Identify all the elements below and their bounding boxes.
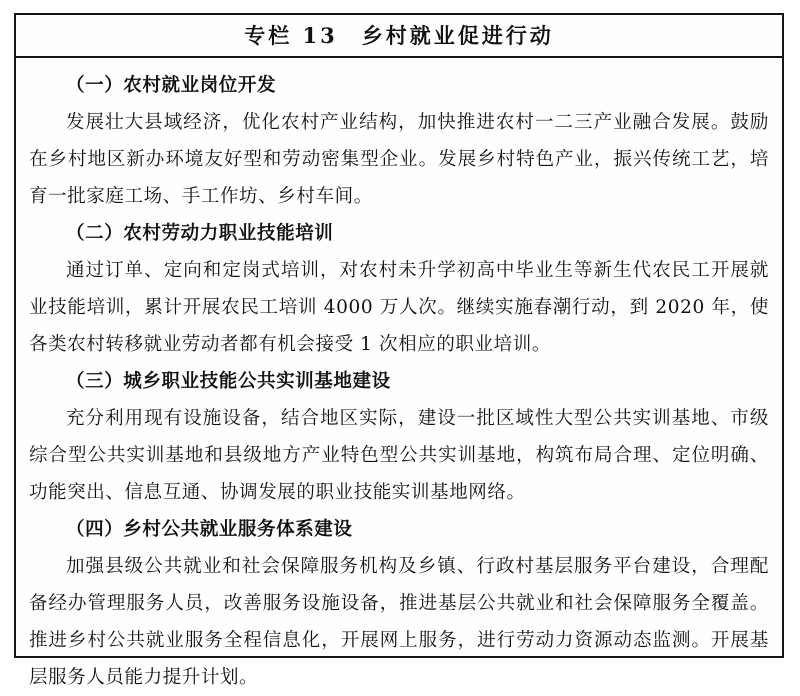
- section-3-text: 充分利用现有设施设备，结合地区实际，建设一批区域性大型公共实训基地、市级综合型公共实训基地和县级地方产业特色型公共实训基地，构筑布局合理、定位明确、功能突出、信息互通、协调发展的职业技能实训基地网络。: [29, 408, 769, 503]
- section-4-heading: （四）乡村公共就业服务体系建设: [66, 519, 353, 540]
- section-1-text: 发展壮大县域经济，优化农村产业结构，加快推进农村一二三产业融合发展。鼓励在乡村地区新办环境友好型和劳动密集型企业。发展乡村特色产业，振兴传统工艺，培育一批家庭工场、手工作坊、乡村车间。: [29, 112, 769, 207]
- column-box: [14, 13, 784, 688]
- section-4-text: 加强县级公共就业和社会保障服务机构及乡镇、行政村基层服务平台建设，合理配备经办管理服务人员，改善服务设施设备，推进基层公共就业和社会保障服务全覆盖。推进乡村公共就业服务全程信息化，开展网上服务，进行劳动力资源动态监测。开展基层服务人员能力提升计划。: [29, 556, 769, 688]
- column-box-title: 专栏 13 乡村就业促进行动: [16, 15, 782, 58]
- section-1-heading: （一）农村就业岗位开发: [66, 75, 277, 96]
- column-box-body: [16, 58, 782, 696]
- section-2-heading: （二）农村劳动力职业技能培训: [66, 223, 334, 244]
- section-2-text: 通过订单、定向和定岗式培训，对农村未升学初高中毕业生等新生代农民工开展就业技能培训，累计开展农民工培训 4000 万人次。继续实施春潮行动，到 2020 年，使各类农村转移就业劳动者都有机会接受 1 次相应的职业培训。: [29, 260, 769, 355]
- section-3-heading: （三）城乡职业技能公共实训基地建设: [66, 371, 391, 392]
